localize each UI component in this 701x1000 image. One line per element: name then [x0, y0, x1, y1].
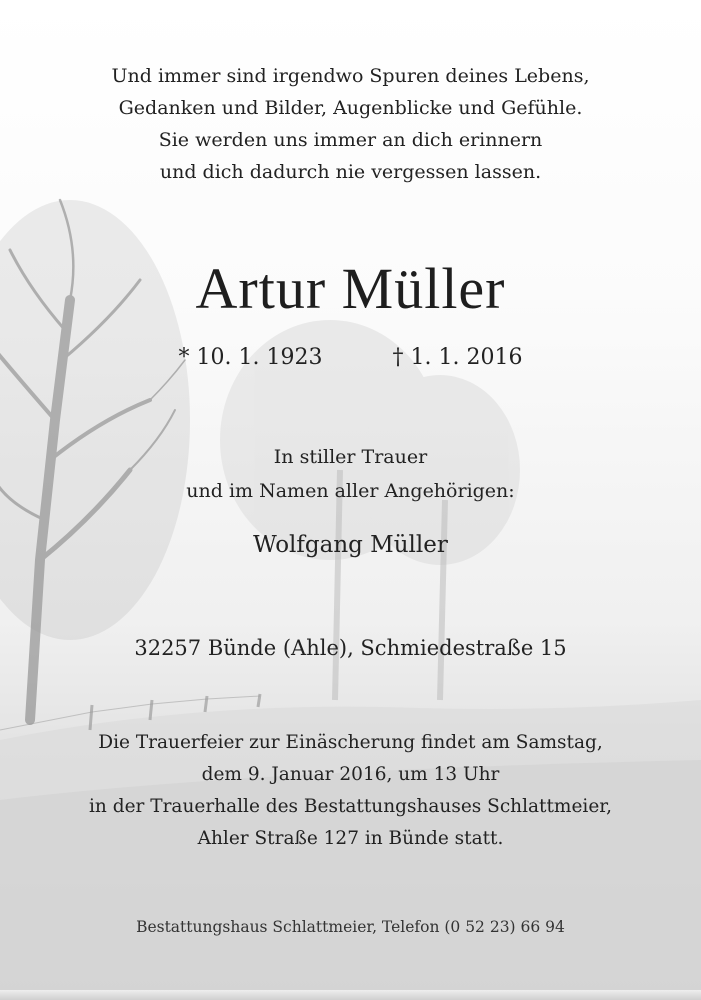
memorial-poem	[0, 60, 701, 188]
poem-line: und dich dadurch nie vergessen lassen.	[159, 161, 542, 183]
mourning-line: In stiller Trauer	[273, 446, 428, 468]
poem-line: Gedanken und Bilder, Augenblicke und Gefühle.	[118, 97, 583, 119]
mourning-line: und im Namen aller Angehörigen:	[186, 480, 515, 502]
service-line: in der Trauerhalle des Bestattungshauses Schlattmeier,	[89, 796, 612, 817]
deceased-name: Artur Müller	[195, 256, 506, 321]
service-line: Ahler Straße 127 in Bünde statt.	[197, 828, 504, 849]
mourner-name: Wolfgang Müller	[253, 532, 448, 558]
poem-line: Sie werden uns immer an dich erinnern	[158, 129, 543, 151]
funeral-service-info	[0, 727, 701, 855]
family-address: 32257 Bünde (Ahle), Schmiedestraße 15	[134, 636, 567, 660]
poem-line: Und immer sind irgendwo Spuren deines Lebens,	[111, 65, 590, 87]
birth-date: * 10. 1. 1923	[178, 345, 323, 370]
funeral-home-contact: Bestattungshaus Schlattmeier, Telefon (0 52 23) 66 94	[136, 918, 565, 936]
service-line: Die Trauerfeier zur Einäscherung findet am Samstag,	[98, 732, 603, 753]
death-date: † 1. 1. 2016	[392, 345, 523, 370]
mourning-text	[0, 440, 701, 508]
service-line: dem 9. Januar 2016, um 13 Uhr	[201, 764, 500, 785]
life-dates	[0, 341, 701, 375]
